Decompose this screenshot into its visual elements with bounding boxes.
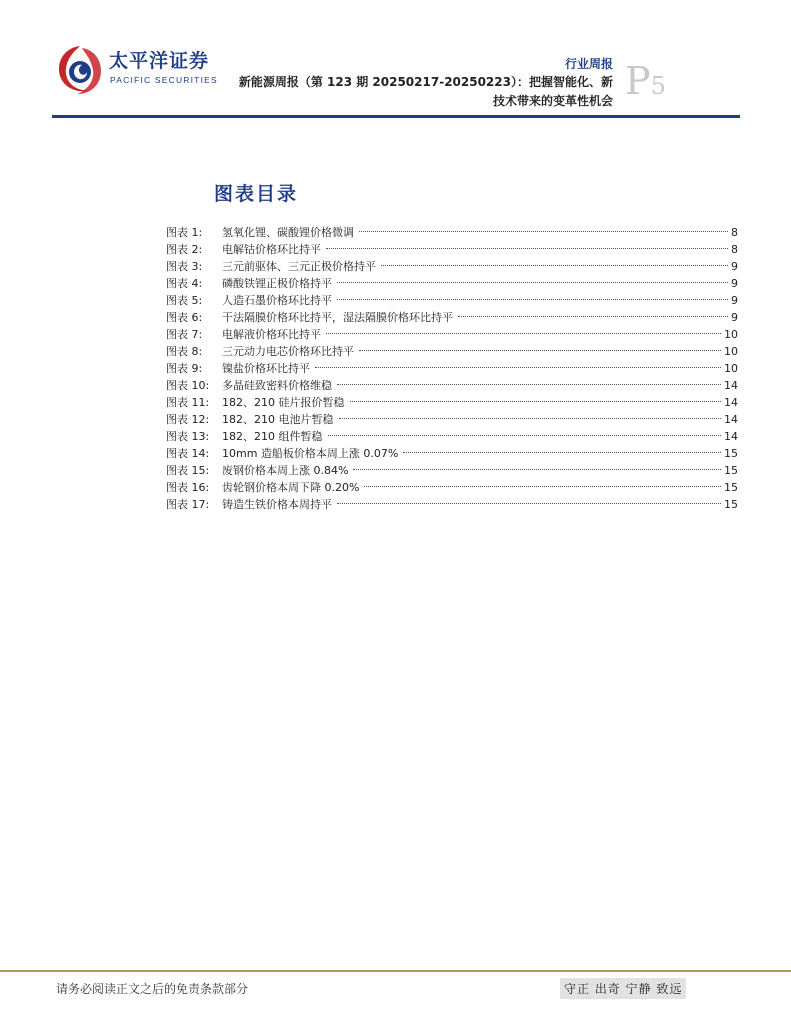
toc-dot-leader: [337, 503, 721, 504]
toc-figure-label: 图表 11:: [166, 396, 210, 409]
toc-page-number: 8: [731, 226, 738, 239]
toc-row[interactable]: [166, 394, 738, 411]
page-prefix: P: [625, 59, 651, 103]
toc-figure-title: 182、210 电池片暂稳: [222, 413, 334, 426]
toc-figure-title: 电解钴价格环比持平: [222, 243, 321, 256]
toc-figure-title: 182、210 硅片报价暂稳: [222, 396, 345, 409]
toc-row[interactable]: [166, 445, 738, 462]
toc-page-number: 15: [724, 498, 738, 511]
toc-row[interactable]: [166, 326, 738, 343]
toc-figure-title: 齿轮钢价格本周下降 0.20%: [222, 481, 360, 494]
toc-row[interactable]: [166, 496, 738, 513]
toc-figure-label: 图表 5:: [166, 294, 203, 307]
toc-row[interactable]: [166, 292, 738, 309]
toc-dot-leader: [326, 248, 728, 249]
toc-dot-leader: [381, 265, 728, 266]
toc-dot-leader: [326, 333, 721, 334]
toc-figure-label: 图表 12:: [166, 413, 210, 426]
logo-mark-icon: [52, 42, 108, 98]
toc-page-number: 10: [724, 328, 738, 341]
toc-row[interactable]: [166, 411, 738, 428]
toc-figure-title: 干法隔膜价格环比持平，湿法隔膜价格环比持平: [222, 311, 453, 324]
toc-dot-leader: [328, 435, 722, 436]
toc-page-number: 14: [724, 379, 738, 392]
toc-figure-title: 铸造生铁价格本周持平: [222, 498, 332, 511]
toc-figure-label: 图表 2:: [166, 243, 203, 256]
toc-figure-label: 图表 15:: [166, 464, 210, 477]
logo-chinese-name: 太平洋证券: [109, 50, 210, 72]
toc-page-number: 9: [731, 260, 738, 273]
toc-row[interactable]: [166, 479, 738, 496]
table-of-figures: [166, 224, 738, 513]
toc-dot-leader: [359, 231, 728, 232]
toc-dot-leader: [337, 384, 721, 385]
toc-figure-label: 图表 14:: [166, 447, 210, 460]
toc-page-number: 14: [724, 413, 738, 426]
toc-dot-leader: [350, 401, 722, 402]
toc-page-number: 15: [724, 481, 738, 494]
toc-figure-title: 三元动力电芯价格环比持平: [222, 345, 354, 358]
toc-figure-title: 182、210 组件暂稳: [222, 430, 323, 443]
toc-figure-title: 镍盐价格环比持平: [222, 362, 310, 375]
toc-row[interactable]: [166, 462, 738, 479]
footer-motto: 守正 出奇 宁静 致远: [560, 978, 686, 999]
toc-page-number: 9: [731, 311, 738, 324]
toc-figure-title: 废钢价格本周上涨 0.84%: [222, 464, 349, 477]
toc-figure-title: 多晶硅致密料价格维稳: [222, 379, 332, 392]
toc-figure-title: 三元前驱体、三元正极价格持平: [222, 260, 376, 273]
toc-dot-leader: [359, 350, 721, 351]
footer-disclaimer: 请务必阅读正文之后的免责条款部分: [56, 982, 249, 996]
toc-figure-title: 电解液价格环比持平: [222, 328, 321, 341]
toc-dot-leader: [337, 299, 728, 300]
toc-page-number: 10: [724, 362, 738, 375]
toc-page-number: 14: [724, 430, 738, 443]
toc-row[interactable]: [166, 309, 738, 326]
toc-figure-title: 氢氧化锂、碳酸锂价格微调: [222, 226, 354, 239]
toc-page-number: 8: [731, 243, 738, 256]
toc-page-number: 15: [724, 447, 738, 460]
toc-row[interactable]: [166, 377, 738, 394]
toc-page-number: 10: [724, 345, 738, 358]
report-type: 行业周报: [564, 57, 613, 71]
toc-dot-leader: [364, 486, 721, 487]
toc-figure-label: 图表 8:: [166, 345, 203, 358]
toc-row[interactable]: [166, 428, 738, 445]
toc-figure-label: 图表 10:: [166, 379, 210, 392]
company-logo: [52, 42, 218, 98]
toc-figure-label: 图表 6:: [166, 311, 203, 324]
toc-figure-label: 图表 17:: [166, 498, 210, 511]
toc-dot-leader: [353, 469, 721, 470]
toc-dot-leader: [403, 452, 721, 453]
footer-divider: [0, 970, 791, 972]
toc-figure-title: 人造石墨价格环比持平: [222, 294, 332, 307]
toc-row[interactable]: [166, 258, 738, 275]
toc-row[interactable]: [166, 224, 738, 241]
toc-figure-label: 图表 7:: [166, 328, 203, 341]
toc-figure-label: 图表 3:: [166, 260, 203, 273]
toc-dot-leader: [458, 316, 728, 317]
toc-row[interactable]: [166, 360, 738, 377]
toc-row[interactable]: [166, 241, 738, 258]
toc-row[interactable]: [166, 343, 738, 360]
toc-dot-leader: [337, 282, 728, 283]
report-title-line2: 技术带来的变革性机会: [492, 94, 613, 108]
toc-page-number: 15: [724, 464, 738, 477]
report-title-line1: 新能源周报（第 123 期 20250217-20250223）：把握智能化、新: [238, 75, 613, 89]
toc-figure-label: 图表 16:: [166, 481, 210, 494]
toc-figure-title: 10mm 造船板价格本周上涨 0.07%: [222, 447, 399, 460]
toc-page-number: 9: [731, 277, 738, 290]
page-number: [625, 59, 666, 103]
toc-figure-label: 图表 4:: [166, 277, 203, 290]
logo-english-name: PACIFIC SECURITIES: [110, 75, 218, 85]
toc-row[interactable]: [166, 275, 738, 292]
toc-page-number: 14: [724, 396, 738, 409]
toc-figure-label: 图表 1:: [166, 226, 203, 239]
page-number-value: 5: [650, 72, 666, 100]
toc-heading: 图表目录: [214, 183, 299, 205]
header-divider: [52, 115, 740, 118]
toc-page-number: 9: [731, 294, 738, 307]
toc-figure-label: 图表 13:: [166, 430, 210, 443]
toc-dot-leader: [315, 367, 721, 368]
toc-dot-leader: [339, 418, 722, 419]
toc-figure-label: 图表 9:: [166, 362, 203, 375]
toc-figure-title: 磷酸铁锂正极价格持平: [222, 277, 332, 290]
